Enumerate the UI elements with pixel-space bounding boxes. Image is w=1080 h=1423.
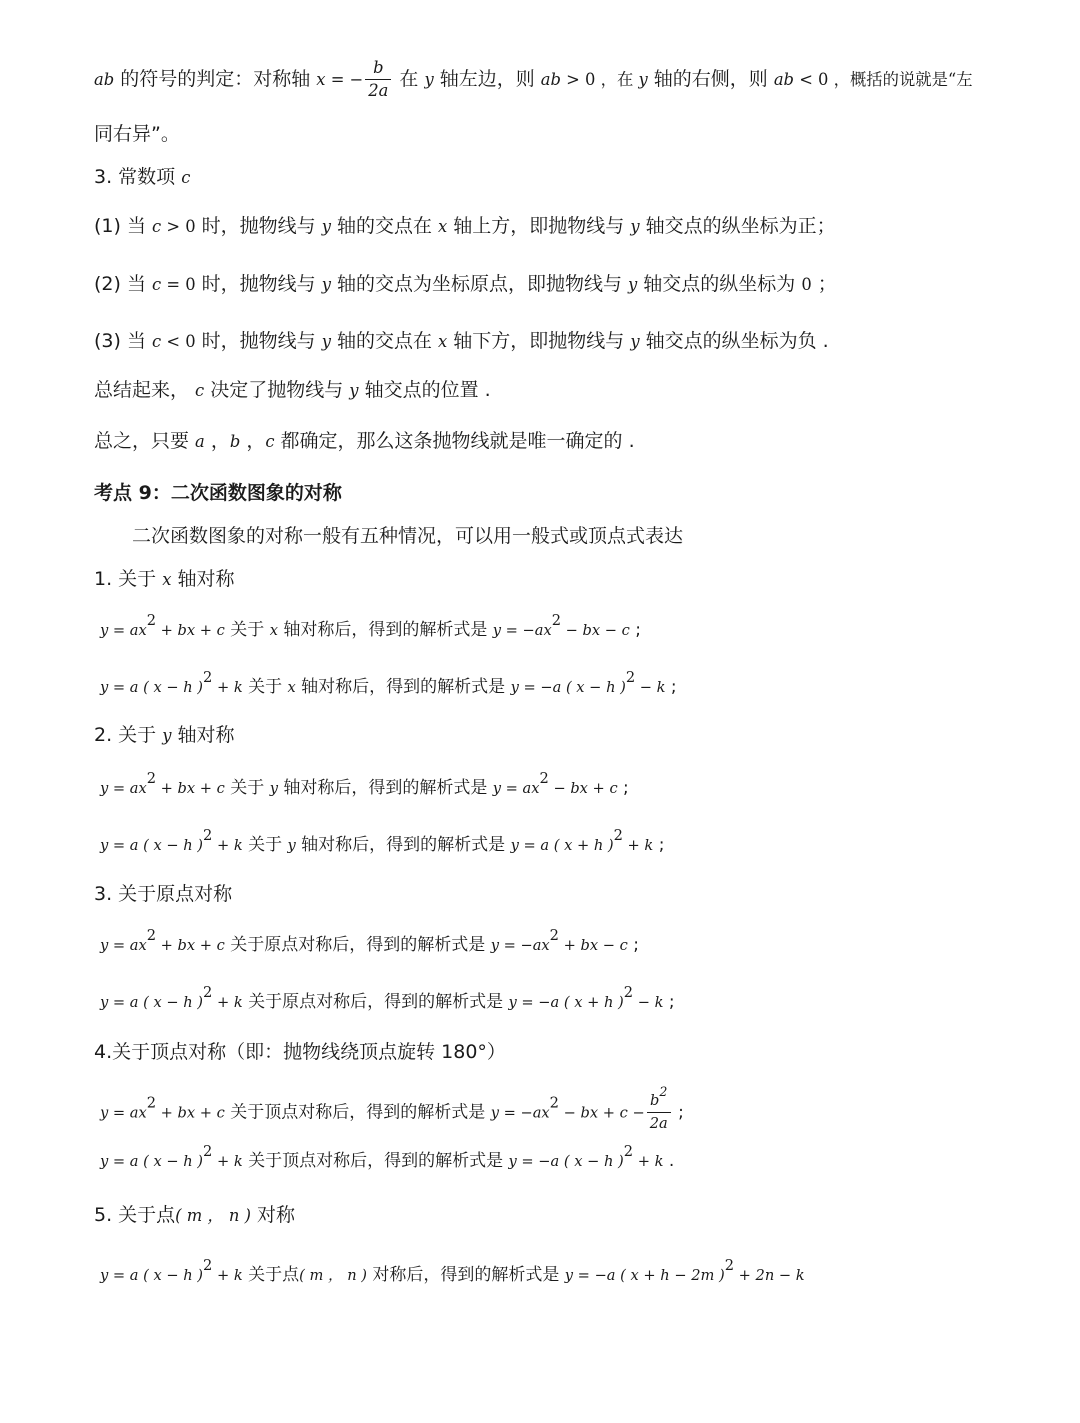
c-negative-line: (3) 当 c < 0 时，抛物线与 y 轴的交点在 x 轴下方，即抛物线与 y 轴交点的纵坐标为负 . — [94, 330, 829, 352]
c-positive-line: (1) 当 c > 0 时，抛物线与 y 轴的交点在 x 轴上方，即抛物线与 y 轴交点的纵坐标为正； — [94, 215, 836, 237]
ab-sign-rule-line: ab 的符号的判定：对称轴 x = − $\frac{b}{2a}$ 在 y 轴左边，则 ab > 0 ，在 y 轴的右侧，则 ab < 0 ，概括的说就是“左 — [94, 58, 973, 100]
formula-x-axis-general: $y = ax^2$ + bx + c 关于 x 轴对称后，得到的解析式是 $y = -ax^2$ − bx − c ; — [100, 611, 642, 640]
formula-vertex-vertex: y = a ( x − h )$^2$ + k 关于顶点对称后，得到的解析式是 y = −a ( x − h )$^2$ + k . — [100, 1142, 675, 1171]
heading-origin-symmetry: 3. 关于原点对称 — [94, 883, 233, 905]
ab-sign-rule-end: 同右异”。 — [94, 123, 180, 145]
constant-term-heading: 3. 常数项 c — [94, 166, 191, 188]
formula-origin-vertex: y = a ( x − h )$^2$ + k 关于原点对称后，得到的解析式是 y = −a ( x + h )$^2$ − k ; — [100, 983, 675, 1012]
formula-y-axis-vertex: y = a ( x − h )$^2$ + k 关于 y 轴对称后，得到的解析式是 y = a ( x + h )$^2$ + k ; — [100, 826, 665, 855]
heading-vertex-symmetry: 4.关于顶点对称（即：抛物线绕顶点旋转 180°） — [94, 1041, 506, 1063]
formula-vertex-general: $y = ax^2$ + bx + c 关于顶点对称后，得到的解析式是 $y = -ax^2$ − bx + c − $\frac{b^2}{2a}$ ; — [100, 1084, 684, 1132]
formula-point-vertex: y = a ( x − h )$^2$ + k 关于点( m ， n ) 对称后，得到的解析式是 y = −a ( x + h − 2m )$^2$ + 2n − k — [100, 1256, 805, 1285]
heading-point-symmetry: 5. 关于点( m ， n ) 对称 — [94, 1204, 296, 1226]
b-squared-over-2a: $\frac{b^2}{2a}$ — [647, 1091, 671, 1134]
axis-fraction: $\frac{b}{2a}$ — [365, 58, 391, 101]
c-summary-line: 总结起来， c 决定了抛物线与 y 轴交点的位置 . — [94, 379, 491, 401]
heading-x-axis-symmetry: 1. 关于 x 轴对称 — [94, 568, 235, 590]
formula-x-axis-vertex: y = a ( x − h )$^2$ + k 关于 x 轴对称后，得到的解析式是 y = −a ( x − h )$^2$ − k ; — [100, 668, 677, 697]
intro-paragraph: 二次函数图象的对称一般有五种情况，可以用一般式或顶点式表达 — [132, 525, 684, 547]
heading-y-axis-symmetry: 2. 关于 y 轴对称 — [94, 724, 235, 746]
section-heading-9: 考点 9：二次函数图象的对称 — [94, 482, 342, 504]
formula-origin-general: $y = ax^2$ + bx + c 关于原点对称后，得到的解析式是 $y = -ax^2$ + bx − c ; — [100, 926, 639, 955]
formula-y-axis-general: $y = ax^2$ + bx + c 关于 y 轴对称后，得到的解析式是 $y = ax^2$ − bx + c ; — [100, 769, 629, 798]
abc-conclusion-line: 总之，只要 a ，b ，c 都确定，那么这条抛物线就是唯一确定的 . — [94, 430, 635, 452]
c-zero-line: (2) 当 c = 0 时，抛物线与 y 轴的交点为坐标原点，即抛物线与 y 轴交点的纵坐标为 0 ； — [94, 273, 837, 295]
